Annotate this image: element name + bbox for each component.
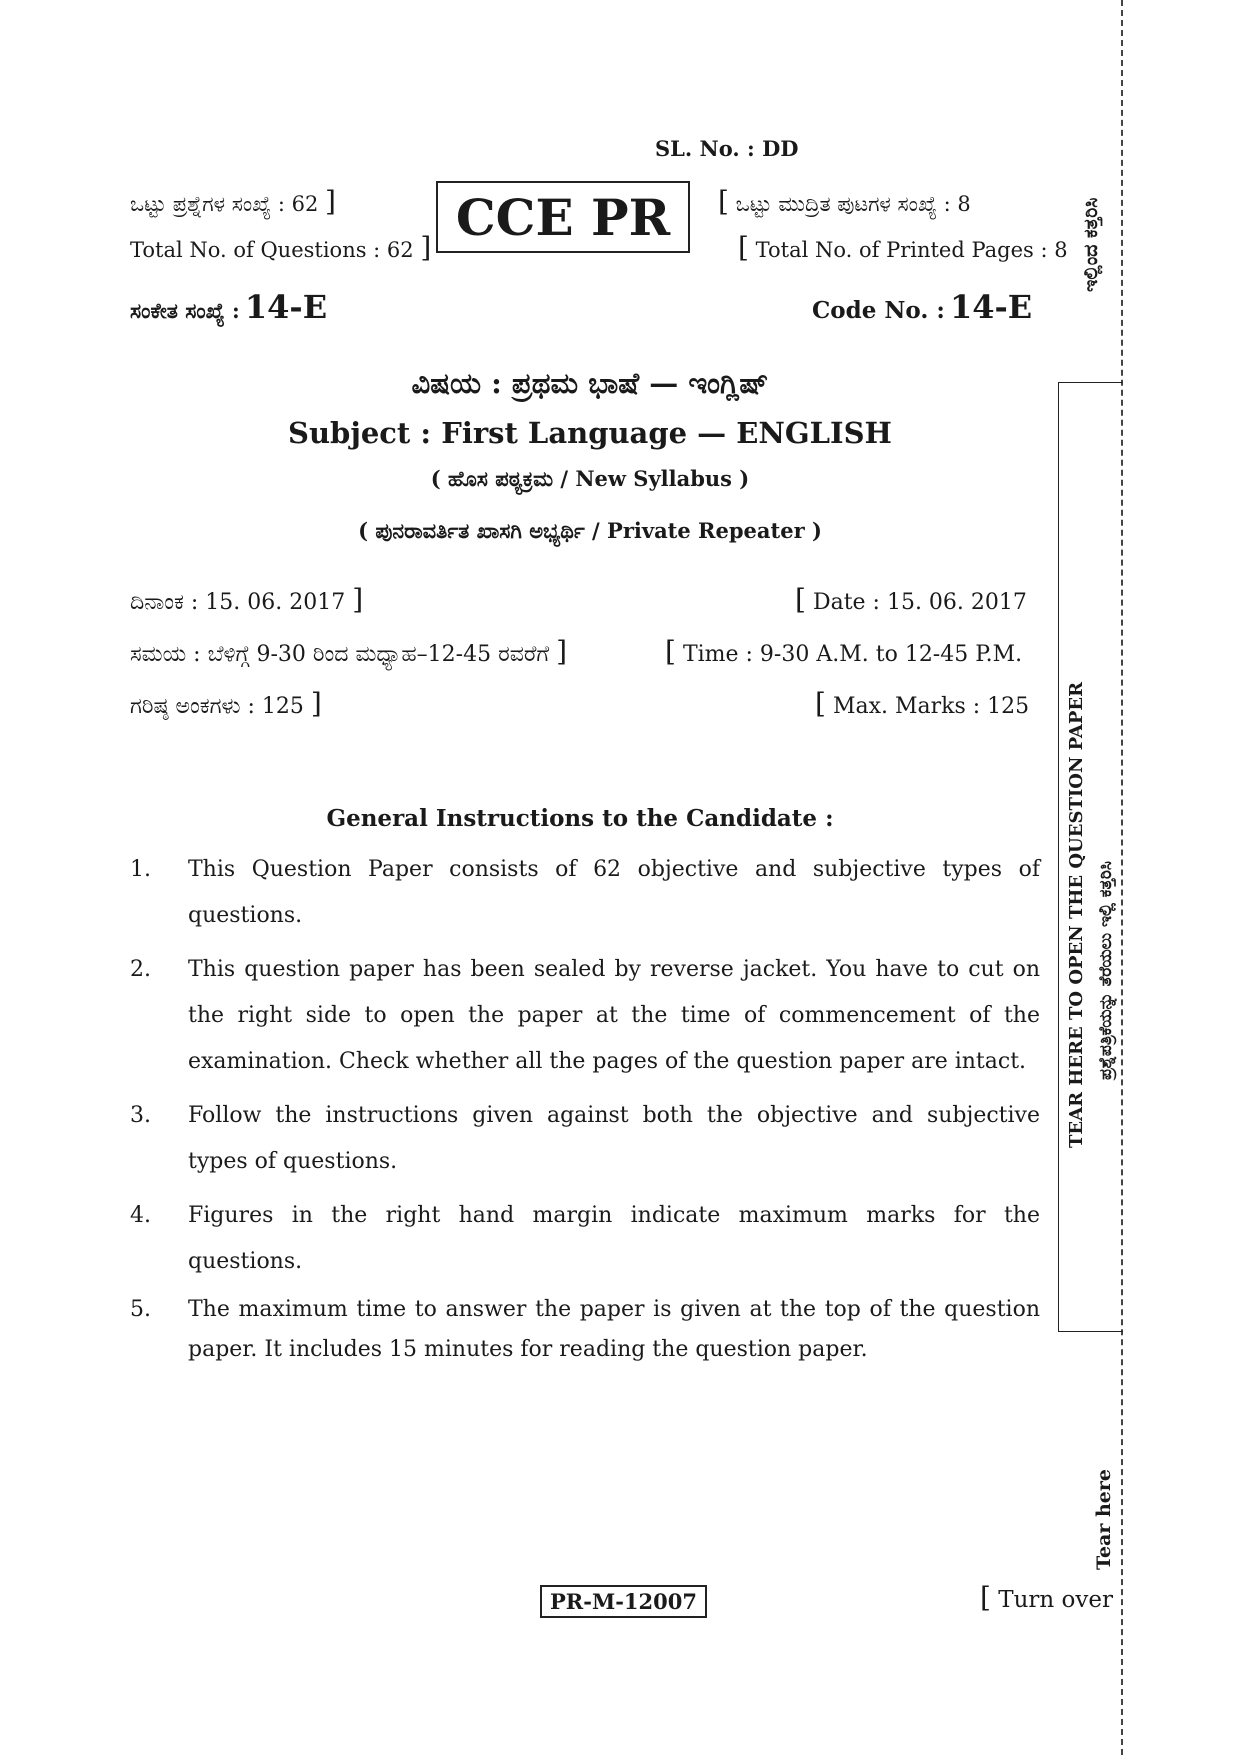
time-en: [ Time : 9-30 A.M. to 12-45 P.M. — [665, 635, 1023, 668]
paper-code-box: CCE PR — [436, 181, 690, 253]
turn-over-note: [ Turn over — [980, 1581, 1113, 1614]
instruction-item: 4. Figures in the right hand margin indicate maximum marks for the questions. — [130, 1203, 1040, 1274]
tear-here-label: Tear here — [1093, 1469, 1115, 1570]
side-cut-label-kn: ಇಲ್ಲಿಂದ ಕತ್ತರಿಸಿ — [1080, 197, 1102, 292]
syllabus-label: ( ಹೊಸ ಪಠ್ಯಕ್ರಮ / New Syllabus ) — [430, 466, 750, 491]
code-number-kn: ಸಂಕೇತ ಸಂಖ್ಯೆ : 14-E — [130, 288, 328, 326]
tear-panel-label-kn: ಪ್ರಶ್ನೆಪತ್ರಿಕೆಯನ್ನು ತೆರೆಯಲು ಇಲ್ಲಿ ಕತ್ತರಿಸಿ — [1096, 861, 1116, 1080]
code-number-en: Code No. : 14-E — [812, 288, 1033, 326]
subject-title-en: Subject : First Language — ENGLISH — [288, 416, 892, 450]
subject-title-kn: ವಿಷಯ : ಪ್ರಥಮ ಭಾಷೆ — ಇಂಗ್ಲಿಷ್ — [411, 366, 769, 400]
time-kn: ಸಮಯ : ಬೆಳಿಗ್ಗೆ 9-30 ರಿಂದ ಮಧ್ಯಾಹ–12-45 ರವರೆಗೆ ] — [130, 635, 568, 668]
footer-paper-code: PR-M-12007 — [540, 1585, 707, 1618]
instruction-item: 3. Follow the instructions given against both the objective and subjective types of questions. — [130, 1103, 1040, 1174]
instruction-item: 2. This question paper has been sealed by reverse jacket. You have to cut on the right side to open the paper at the time of commencement of the examination. Check whether all the pages of the question paper are intact. — [130, 957, 1040, 1074]
date-en: [ Date : 15. 06. 2017 — [795, 583, 1027, 616]
total-questions-kn: ಒಟ್ಟು ಪ್ರಶ್ನೆಗಳ ಸಂಖ್ಯೆ : 62 ] — [130, 185, 336, 218]
instruction-item: 5. The maximum time to answer the paper is given at the top of the question paper. It includes 15 minutes for reading the question paper. — [130, 1297, 1040, 1362]
instructions-heading: General Instructions to the Candidate : — [326, 805, 834, 832]
date-kn: ದಿನಾಂಕ : 15. 06. 2017 ] — [130, 583, 364, 616]
serial-number: SL. No. : DD — [655, 136, 799, 161]
total-questions-en: Total No. of Questions : 62 ] — [130, 231, 432, 264]
max-marks-en: [ Max. Marks : 125 — [815, 687, 1030, 720]
candidate-type-label: ( ಪುನರಾವರ್ತಿತ ಖಾಸಗಿ ಅಭ್ಯರ್ಥಿ / Private Repeater ) — [358, 518, 822, 543]
instruction-item: 1. This Question Paper consists of 62 objective and subjective types of questions. — [130, 857, 1040, 928]
tear-panel-label-en: TEAR HERE TO OPEN THE QUESTION PAPER — [1066, 681, 1087, 1148]
max-marks-kn: ಗರಿಷ್ಠ ಅಂಕಗಳು : 125 ] — [130, 687, 322, 720]
printed-pages-en: [ Total No. of Printed Pages : 8 — [738, 231, 1068, 264]
printed-pages-kn: [ ಒಟ್ಟು ಮುದ್ರಿತ ಪುಟಗಳ ಸಂಖ್ಯೆ : 8 — [718, 185, 971, 218]
